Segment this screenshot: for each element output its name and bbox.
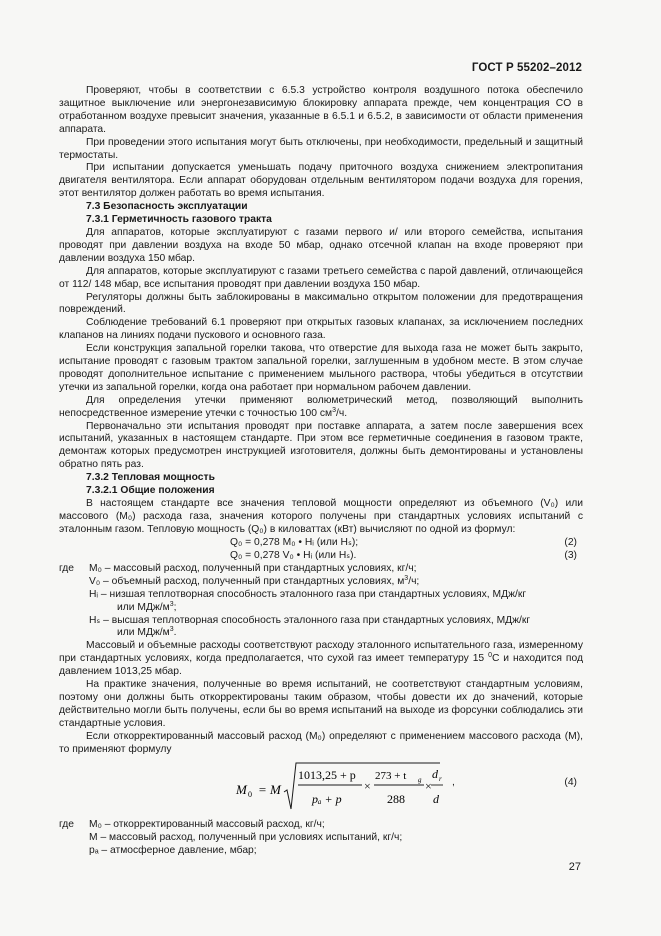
text: или МДж/м [117,627,170,639]
section-heading-7-3-1: 7.3.1 Герметичность газового тракта [86,214,272,226]
formula-2 [59,537,583,550]
superscript: 0 [488,652,492,660]
definition-text: M₀ – массовый расход, полученный при стандартных условиях, кг/ч; [89,562,417,574]
fraction-1-denominator: pₐ + p [312,791,342,806]
text: Массовый и объемные расходы соответствуют расходу эталонного испытательного газа, измеренному при стандартных условиях, когда предполагается, что сухой газ имеет температуру 15 [59,640,583,665]
fraction-2-numerator: 273 + t [375,769,407,782]
formula-3 [59,550,583,563]
fraction-3-numerator: d [432,766,438,781]
section-heading-7-3: 7.3 Безопасность эксплуатации [86,201,248,213]
definition-text: pₐ – атмосферное давление, мбар; [89,844,257,856]
paragraph: Если откорректированный массовый расход (M₀) определяют с применением массового расхода (M), то применяют формулу [59,730,583,755]
superscript: 3 [169,626,174,634]
formula-number: (2) [564,536,577,548]
superscript: 3 [332,406,336,414]
formula-number: (3) [564,549,577,561]
fraction-2-numerator-sub: g [418,775,422,784]
where-label: где [59,818,75,830]
definition-continuation [117,602,583,615]
section-heading-7-3-2-1: 7.3.2.1 Общие положения [86,485,215,497]
definition-continuation [117,627,583,640]
paragraph: Если конструкция запальной горелки такова, что отверстие для выхода газа не может быть закрыто, испытание проводят с газовым трактом запальной горелки, заглушенным в удобном месте. В этом случае проводят дополнительное испытание с применением мыльного раствора, чтобы убедиться в отсутствии утечки из запальной горелки, когда она работает при нормальном рабочем давлении. [59,343,583,393]
superscript: 3 [404,574,409,582]
paragraph: Соблюдение требований 6.1 проверяют при открытых газовых клапанах, за исключением последних клапанов на линиях подачи пускового и основного газа. [59,317,583,342]
paragraph: Регуляторы должны быть заблокированы в максимально открытом положении для предотвращения повреждений. [59,291,583,316]
paragraph: При испытании допускается уменьшать подачу приточного воздуха снижением электропитания двигателя вентилятора. Если аппарат оборудован отдельным вентилятором подачи воздуха для горения, этот вентилятор должен работать во время испытания. [59,162,583,200]
text: или МДж/м [117,601,170,613]
paragraph: Для аппаратов, которые эксплуатируют с газами третьего семейства с парой давлений, отличающейся от 112/ 148 мбар, все испытания проводят при давлении воздуха 150 мбар. [59,265,583,290]
where-label: где [59,562,75,574]
text: . [173,627,177,639]
superscript: 3 [169,600,174,608]
paragraph [59,395,583,421]
formula-text: Q₀ = 0,278 M₀ • Hᵢ (или Hₛ); [230,536,359,548]
definition [59,563,583,576]
paragraph: Проверяют, чтобы в соответствии с 6.5.3 устройство контроля воздушного потока обеспечило защитное выключение или энергонезависимую блокировку аппарата прежде, чем концентрация CO в отработанном воздухе превысит значения, указанные в 6.5.1 и 6.5.2, в зависимости от области применения аппарата. [59,85,583,135]
formula-4-graphic [234,759,444,819]
fraction-3-numerator-sub: r [439,774,442,783]
definition-text: Hᵢ – низшая теплотворная способность эталонного газа при стандартных условиях, МДж/кг [89,588,527,600]
definition [59,576,583,589]
paragraph: Для аппаратов, которые эксплуатируют с газами первого и/ или второго семейства, испытания проводят при давлении воздуха на входе 50 мбар, однако отсечной клапан на входе проверяют при давлении воздуха 150 мбар. [59,226,583,264]
text: Для определения утечки применяют волюметрический метод, позволяющий выполнить непосредственное измерение утечки с точностью 100 см [59,394,583,419]
paragraph: На практике значения, полученные во время испытаний, не соответствуют стандартным условиям, поэтому они должны быть откорректированы таким образом, чтобы довести их до значений, которые действительно могли быть получены, если бы во время испытаний на выходе из форсунки соблюдались эти стандартные условия. [59,679,583,729]
formula-lhs: M [236,781,247,797]
page-number: 27 [568,861,581,873]
definition [59,589,583,615]
formula-lhs-sub: 0 [248,789,252,799]
definition [59,845,583,858]
paragraph [59,640,583,679]
formula-eq: = M [258,781,281,797]
fraction-2-denominator: 288 [387,791,405,806]
definition-text: M – массовый расход, полученный при условиях испытаний, кг/ч; [89,831,403,843]
fraction-3-denominator: d [433,791,439,806]
definition-text: M₀ – откорректированный массовый расход, кг/ч; [89,818,325,830]
text: /ч. [335,407,348,419]
standard-header: ГОСТ Р 55202–2012 [471,62,582,74]
definition [59,832,583,845]
formula-number: (4) [564,776,577,788]
times-sign: × [425,778,432,793]
text: /ч; [408,575,420,587]
paragraph: Первоначально эти испытания проводят при поставке аппарата, а затем после завершения всех испытаний, указанных в настоящем стандарте. При этом все герметичные соединения в газовом тракте, демонтаж которых предусмотрен инструкцией изготовителя, должны быть демонтированы и установлены обратно пять раз. [59,420,583,471]
formula-text: Q₀ = 0,278 V₀ • Hᵢ (или Hₛ). [230,549,357,561]
formula-4 [59,759,583,819]
text: ; [173,601,177,613]
definition [59,615,583,641]
definition-text: Hₛ – высшая теплотворная способность эталонного газа при стандартных условиях, МДж/кг [89,614,531,626]
formula-comma: , [452,776,455,788]
paragraph: При проведении этого испытания могут быть отключены, при необходимости, предельный и защитный термостаты. [59,136,583,161]
times-sign: × [364,778,371,793]
text: C и находится под давлением 1013,25 мбар. [59,653,583,678]
page-content [59,85,583,858]
fraction-1-numerator: 1013,25 + p [298,767,356,782]
definition [59,819,583,832]
paragraph: В настоящем стандарте все значения тепловой мощности определяют из объемного (V₀) или массового (M₀) расхода газа, значения которого получены при стандартных условиях испытаний с эталонным газом. Тепловую мощность (Q₀) в киловаттах (кВт) вычисляют по одной из формул: [59,498,583,535]
section-heading-7-3-2: 7.3.2 Тепловая мощность [86,472,215,484]
definition-text [89,576,583,589]
text: V₀ – объемный расход, полученный при стандартных условиях, м [89,575,405,587]
